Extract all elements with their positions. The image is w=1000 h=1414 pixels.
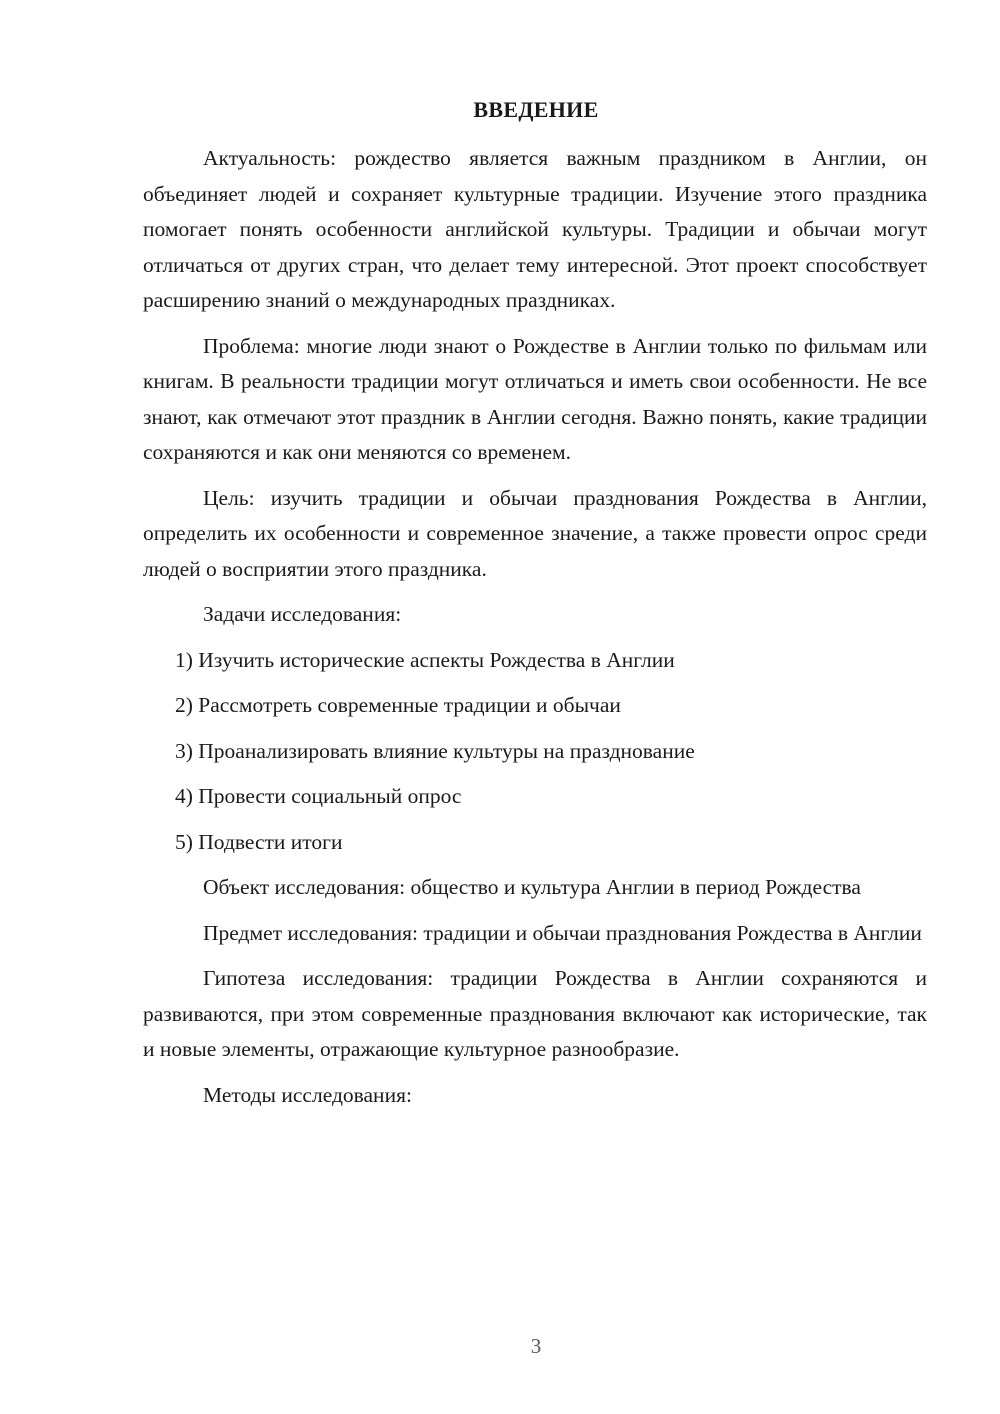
list-item: 4) Провести социальный опрос — [175, 784, 462, 808]
tasks-list — [143, 643, 927, 861]
page-number: 3 — [530, 1334, 542, 1358]
problem-paragraph: Проблема: многие люди знают о Рождестве в Англии только по фильмам или книгам. В реальности традиции могут отличаться и иметь свои особенности. Не все знают, как отмечают этот праздник в Англии сегодня. Важно понять, какие традиции сохраняются и как они меняются со временем. — [143, 333, 927, 464]
subject-paragraph: Предмет исследования: традиции и обычаи празднования Рождества в Англии — [203, 920, 922, 945]
document-body — [143, 141, 927, 1123]
relevance-paragraph: Актуальность: рождество является важным праздником в Англии, он объединяет людей и сохраняет культурные традиции. Изучение этого праздника помогает понять особенности английской культуры. Традиции и обычаи могут отличаться от других стран, что делает тему интересной. Этот проект способствует расширению знаний о международных праздниках. — [143, 146, 927, 312]
list-item: 1) Изучить исторические аспекты Рождества в Англии — [175, 647, 675, 672]
object-paragraph: Объект исследования: общество и культура Англии в период Рождества — [203, 875, 861, 899]
list-item: 2) Рассмотреть современные традиции и обычаи — [175, 693, 621, 717]
goal-paragraph: Цель: изучить традиции и обычаи празднования Рождества в Англии, определить их особенности и современное значение, а также провести опрос среди людей о восприятии этого праздника. — [143, 485, 927, 581]
methods-heading: Методы исследования: — [203, 1082, 412, 1107]
list-item: 3) Проанализировать влияние культуры на празднование — [175, 738, 695, 763]
tasks-heading: Задачи исследования: — [203, 602, 402, 626]
page-title: ВВЕДЕНИЕ — [473, 97, 599, 122]
list-item: 5) Подвести итоги — [175, 829, 343, 854]
hypothesis-paragraph: Гипотеза исследования: традиции Рождества в Англии сохраняются и развиваются, при этом современные празднования включают как исторические, так и новые элементы, отражающие культурное разнообразие. — [143, 966, 927, 1061]
